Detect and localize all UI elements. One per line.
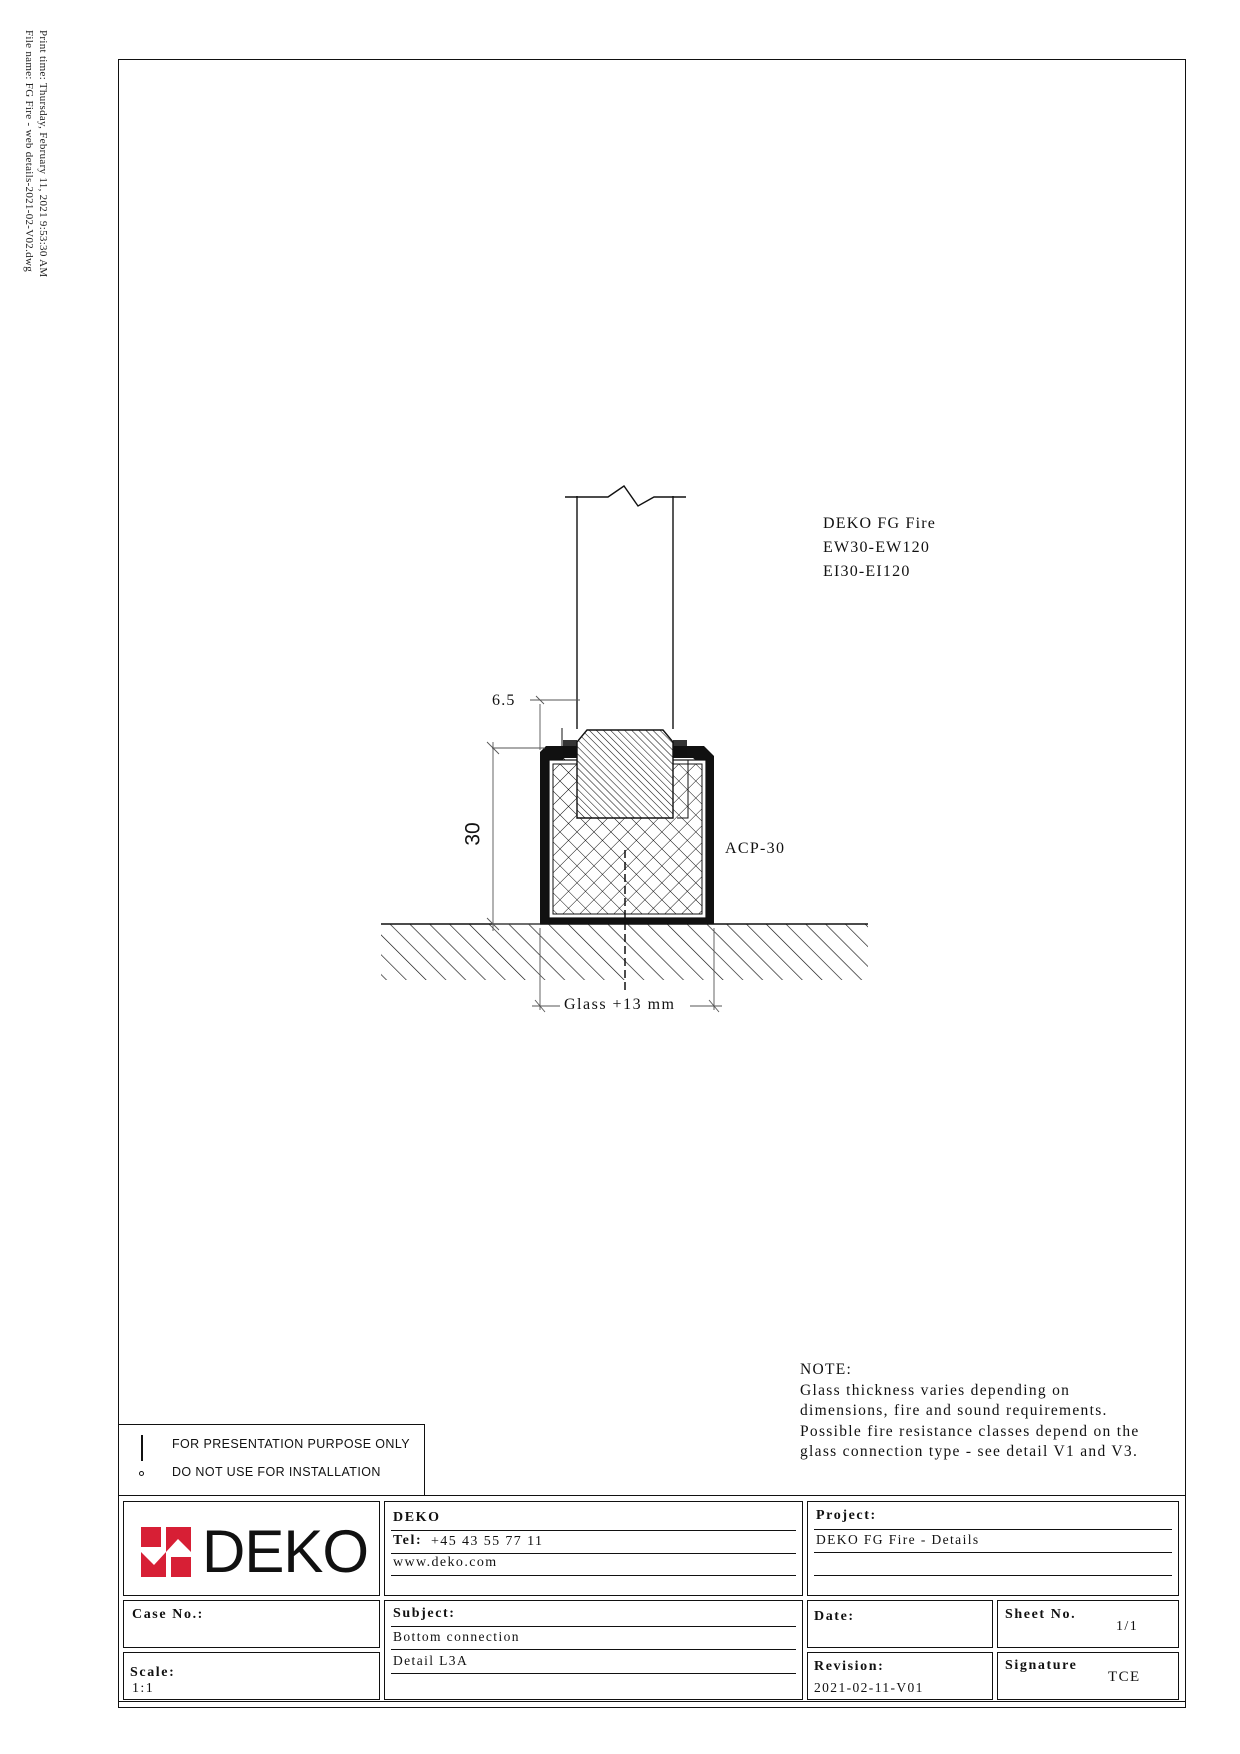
exclamation-dot-icon bbox=[139, 1471, 144, 1476]
width-label: Glass +13 mm bbox=[564, 996, 676, 1013]
subject-cell bbox=[384, 1600, 803, 1700]
warning-line-2: DO NOT USE FOR INSTALLATION bbox=[172, 1465, 381, 1479]
warning-line-1: FOR PRESENTATION PURPOSE ONLY bbox=[172, 1437, 411, 1451]
glass-pane bbox=[565, 486, 686, 729]
glass-edge-section bbox=[563, 730, 687, 818]
logo-cell bbox=[123, 1501, 380, 1596]
warning-box bbox=[118, 1424, 425, 1496]
revision-label: Revision: bbox=[814, 1659, 885, 1674]
note-line: glass connection type - see detail V1 and V3. bbox=[800, 1443, 1139, 1460]
project-cell bbox=[807, 1501, 1179, 1596]
dim-label-6-5: 6.5 bbox=[492, 692, 516, 709]
note-block bbox=[800, 1360, 1140, 1463]
date-label: Date: bbox=[814, 1609, 855, 1624]
deko-logo-icon bbox=[141, 1527, 191, 1577]
class-ew: EW30-EW120 bbox=[823, 539, 931, 556]
scale-value: 1:1 bbox=[132, 1681, 155, 1696]
subject-label: Subject: bbox=[393, 1606, 456, 1621]
product-name: DEKO FG Fire bbox=[823, 515, 937, 532]
sheet-cell bbox=[997, 1600, 1179, 1648]
company-name: DEKO bbox=[393, 1510, 441, 1525]
subject-line-1: Bottom connection bbox=[393, 1629, 520, 1644]
case-cell bbox=[123, 1600, 380, 1648]
scale-cell bbox=[123, 1652, 380, 1700]
sheet-label: Sheet No. bbox=[1005, 1607, 1077, 1622]
dimension-30 bbox=[487, 742, 545, 931]
deko-logo-text: DEKO bbox=[202, 1518, 369, 1585]
note-line: Possible fire resistance classes depend on the bbox=[800, 1422, 1140, 1440]
dim-label-30: 30 bbox=[461, 822, 485, 846]
tel-value: +45 43 55 77 11 bbox=[431, 1534, 544, 1549]
website: www.deko.com bbox=[393, 1555, 498, 1570]
signature-value: TCE bbox=[1108, 1669, 1141, 1685]
revision-cell bbox=[807, 1652, 993, 1700]
profile-label: ACP-30 bbox=[725, 840, 786, 857]
project-label: Project: bbox=[816, 1508, 877, 1523]
scale-label: Scale: bbox=[130, 1665, 176, 1680]
note-heading: NOTE: bbox=[800, 1361, 853, 1378]
product-spec bbox=[823, 512, 936, 584]
project-value: DEKO FG Fire - Details bbox=[816, 1532, 980, 1547]
company-cell bbox=[384, 1501, 803, 1596]
tel-label: Tel: bbox=[393, 1533, 423, 1548]
class-ei: EI30-EI120 bbox=[823, 563, 911, 580]
title-block bbox=[118, 1495, 1186, 1708]
note-line: Glass thickness varies depending on bbox=[800, 1381, 1071, 1399]
signature-cell bbox=[997, 1652, 1179, 1700]
revision-value: 2021-02-11-V01 bbox=[814, 1680, 924, 1695]
case-label: Case No.: bbox=[132, 1607, 204, 1622]
file-name: File name: FG Fire - web details-2021-02-V02.dwg bbox=[23, 30, 35, 272]
sheet-value: 1/1 bbox=[1116, 1619, 1139, 1634]
note-line: dimensions, fire and sound requirements. bbox=[800, 1402, 1108, 1419]
signature-label: Signature bbox=[1005, 1658, 1078, 1673]
exclamation-icon bbox=[141, 1435, 143, 1461]
subject-line-2: Detail L3A bbox=[393, 1653, 469, 1668]
print-time: Print time: Thursday, February 11, 2021 9:53:30 AM bbox=[37, 30, 49, 278]
date-cell bbox=[807, 1600, 993, 1648]
